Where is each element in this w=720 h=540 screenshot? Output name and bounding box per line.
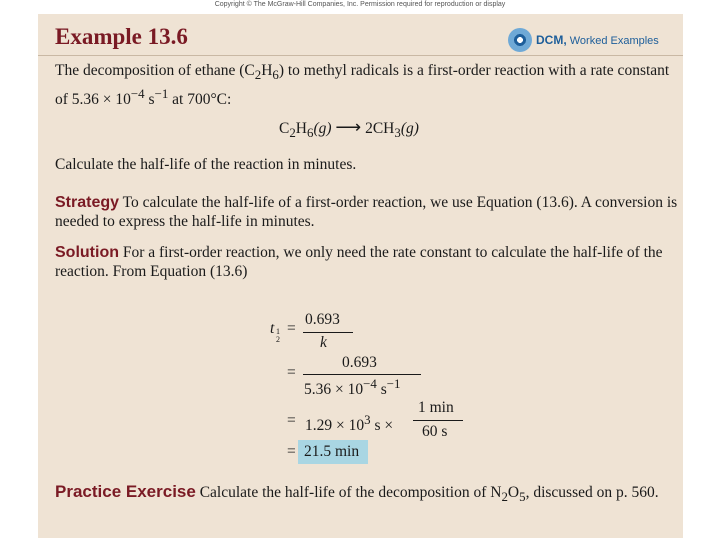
practice-text-b: O [507, 484, 520, 501]
practice-text-c: , discussed on p. 560. [525, 484, 659, 501]
strategy-text: To calculate the half-life of a first-order reaction, we use Equation (13.6). A conversion is needed to express the half-life in minutes. [55, 194, 678, 230]
reaction-equation [279, 118, 419, 142]
step3-fraction-bar [413, 420, 463, 421]
badge-prefix: DCM, [536, 33, 567, 47]
step1-numerator: 0.693 [305, 311, 340, 328]
step2-numerator: 0.693 [342, 354, 377, 371]
step2-den-b: s [376, 381, 387, 399]
product-a: 2CH [365, 120, 395, 137]
step1-fraction-bar [303, 332, 353, 333]
practice-text-a: Calculate the half-life of the decomposition of N [199, 484, 502, 501]
step3-denominator: 60 s [422, 423, 448, 440]
step3-b: s × [370, 417, 394, 435]
step2-den-a: 5.36 × 10 [304, 381, 364, 399]
strategy-label: Strategy [55, 194, 120, 211]
reactant-a: C [279, 120, 290, 137]
lhs-variable [270, 320, 274, 338]
practice-label: Practice Exercise [55, 482, 196, 501]
step2-denominator [304, 376, 401, 399]
equals-1: = [287, 320, 296, 337]
step1-k: k [320, 334, 327, 351]
reactant-sub-a: 2 [289, 125, 296, 141]
strategy-paragraph [55, 193, 680, 231]
product-state: (g) [400, 120, 419, 137]
solution-paragraph [55, 243, 680, 281]
badge-text: Worked Examples [569, 35, 659, 47]
answer-value: 21.5 min [304, 443, 360, 460]
problem-statement [55, 61, 680, 109]
copyright-notice: Copyright © The McGraw-Hill Companies, Inc. Permission required for reproduction or display [214, 1, 506, 8]
equals-4: = [287, 443, 296, 460]
lhs-sub-den: 2 [276, 335, 280, 344]
solution-label: Solution [55, 244, 119, 261]
lhs-t: t [270, 320, 275, 337]
question-text: Calculate the half-life of the reaction in minutes. [55, 156, 357, 173]
problem-sup-b: −1 [154, 86, 169, 102]
reactant-state: (g) [313, 120, 332, 137]
step3-expression [305, 412, 393, 435]
example-title: Example 13.6 [55, 24, 188, 49]
worked-examples-badge[interactable] [508, 28, 659, 52]
equals-3: = [287, 412, 296, 429]
step3-numerator: 1 min [418, 399, 454, 416]
practice-sub-b: 5 [519, 489, 526, 505]
step3-a: 1.29 × 10 [305, 417, 365, 435]
problem-text-c: ) to methyl radicals is a first-order reaction with a rate constant of 5.36 × 10 [55, 62, 670, 109]
title-divider [38, 55, 683, 56]
badge-label [536, 33, 659, 47]
problem-sub-a: 2 [254, 67, 262, 83]
cd-icon [508, 28, 532, 52]
step3-sup: 3 [364, 412, 371, 427]
problem-text-e: at 700°C: [168, 91, 232, 109]
problem-sub-b: 6 [272, 67, 279, 83]
step2-den-sup2: −1 [386, 376, 401, 391]
product-sub: 3 [394, 125, 401, 141]
lhs-sub-num: 1 [276, 327, 280, 336]
step2-fraction-bar [303, 374, 421, 375]
problem-text-a: The decomposition of ethane (C [55, 62, 255, 79]
lhs-sub-fraction [276, 328, 280, 344]
step2-den-sup: −4 [363, 376, 377, 391]
problem-sup-a: −4 [130, 86, 145, 102]
reactant-b: H [295, 120, 307, 137]
problem-text-b: H [261, 62, 273, 79]
problem-text-d: s [144, 91, 155, 109]
solution-text: For a first-order reaction, we only need the rate constant to calculate the half-life of the reaction. From Equation (13.6) [55, 244, 663, 280]
reactant-sub-b: 6 [307, 125, 314, 141]
equals-2: = [287, 364, 296, 381]
reaction-arrow: ⟶ [335, 117, 362, 137]
practice-paragraph [55, 482, 680, 506]
step1-denominator [320, 334, 327, 352]
practice-sub-a: 2 [501, 489, 508, 505]
